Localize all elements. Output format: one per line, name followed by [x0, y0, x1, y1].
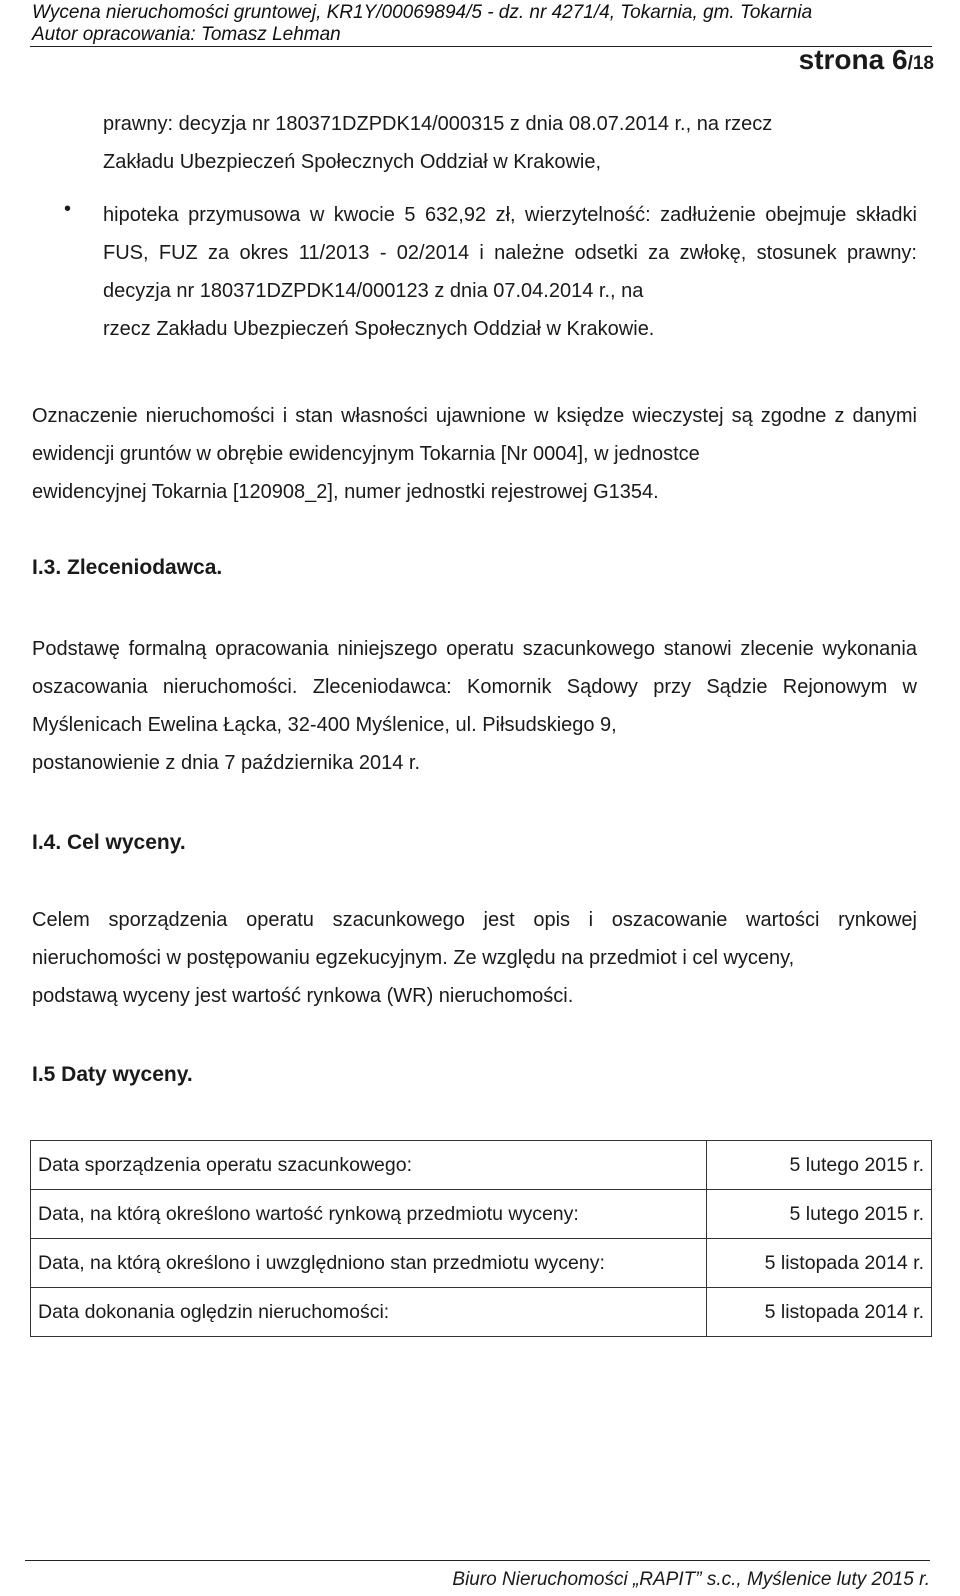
paragraph-text-last-line: podstawą wyceny jest wartość rynkowa (WR) nieruchomości. — [32, 985, 574, 1007]
table-row — [31, 1239, 932, 1288]
page-number — [799, 44, 934, 76]
bullet-item-mortgage — [103, 196, 917, 348]
date-value: 5 listopada 2014 r. — [707, 1288, 932, 1337]
paragraph-text: Podstawę formalną opracowania niniejszego operatu szacunkowego stanowi zlecenie wykonania oszacowania nieruchomości. Zleceniodawca: Komornik Sądowy przy Sądzie Rejonowym w Myślenicach Ewelina Łącka, 32-400 Myślenice, ul. Piłsudskiego 9, — [32, 638, 917, 736]
bullet-text: prawny: decyzja nr 180371DZPDK14/000315 z dnia 08.07.2014 r., na rzecz — [103, 113, 773, 135]
document-footer: Biuro Nieruchomości „RAPIT” s.c., Myślenice luty 2015 r. — [25, 1560, 930, 1591]
page-label: strona 6 — [798, 44, 908, 75]
section-heading-zleceniodawca: I.3. Zleceniodawca. — [32, 556, 223, 579]
header-title: Wycena nieruchomości gruntowej, KR1Y/00069894/5 - dz. nr 4271/4, Tokarnia, gm. Tokarnia — [32, 2, 813, 23]
date-value: 5 listopada 2014 r. — [707, 1239, 932, 1288]
bullet-text: hipoteka przymusowa w kwocie 5 632,92 zł, wierzytelność: zadłużenie obejmuje składki FUS, FUZ za okres 11/2013 - 02/2014 i należne odsetki za zwłokę, stosunek prawny: decyzja nr 180371DZPDK14/000123 z dnia 07.04.2014 r., na — [103, 204, 917, 302]
date-label: Data dokonania oględzin nieruchomości: — [31, 1288, 707, 1337]
section-heading-cel-wyceny: I.4. Cel wyceny. — [32, 831, 186, 854]
table-row — [31, 1190, 932, 1239]
paragraph-text-last-line: ewidencyjnej Tokarnia [120908_2], numer jednostki rejestrowej G1354. — [32, 481, 659, 503]
dates-table — [30, 1140, 932, 1337]
paragraph-zleceniodawca — [32, 630, 917, 782]
table-row — [31, 1141, 932, 1190]
bullet-text-last-line: rzecz Zakładu Ubezpieczeń Społecznych Oddział w Krakowie. — [103, 318, 655, 340]
date-value: 5 lutego 2015 r. — [707, 1141, 932, 1190]
date-value: 5 lutego 2015 r. — [707, 1190, 932, 1239]
bullet-point: • — [64, 198, 72, 220]
paragraph-cel-wyceny — [32, 901, 917, 1015]
page-total: /18 — [907, 53, 934, 74]
section-heading-daty-wyceny: I.5 Daty wyceny. — [32, 1063, 193, 1086]
document-header — [32, 2, 932, 46]
header-author: Autor opracowania: Tomasz Lehman — [32, 24, 341, 45]
date-label: Data, na którą określono i uwzględniono stan przedmiotu wyceny: — [31, 1239, 707, 1288]
bullet-item-continuation — [103, 105, 917, 181]
date-label: Data sporządzenia operatu szacunkowego: — [31, 1141, 707, 1190]
header-divider — [30, 46, 932, 47]
paragraph-text: Celem sporządzenia operatu szacunkowego jest opis i oszacowanie wartości rynkowej nieruchomości w postępowaniu egzekucyjnym. Ze względu na przedmiot i cel wyceny, — [32, 909, 917, 969]
table-row — [31, 1288, 932, 1337]
paragraph-text: Oznaczenie nieruchomości i stan własności ujawnione w księdze wieczystej są zgodne z danymi ewidencji gruntów w obrębie ewidencyjnym Tokarnia [Nr 0004], w jednostce — [32, 405, 917, 465]
paragraph-text-last-line: postanowienie z dnia 7 października 2014 r. — [32, 752, 421, 774]
paragraph-oznaczenie — [32, 397, 917, 511]
date-label: Data, na którą określono wartość rynkową przedmiotu wyceny: — [31, 1190, 707, 1239]
bullet-text-last-line: Zakładu Ubezpieczeń Społecznych Oddział w Krakowie, — [103, 151, 602, 173]
